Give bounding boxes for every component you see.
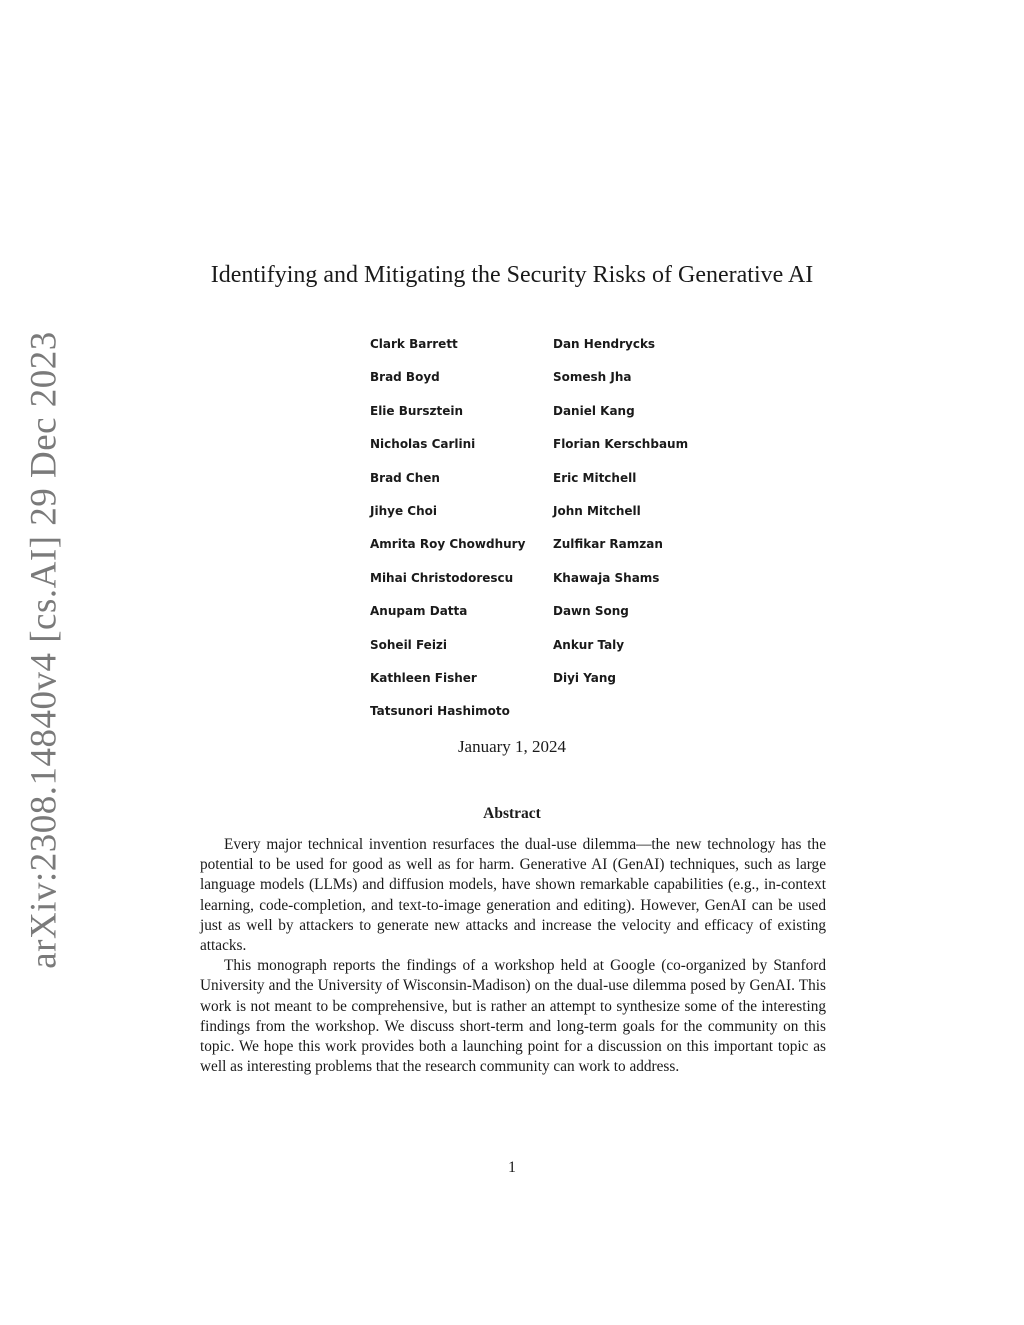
author-name: Diyi Yang [553,670,617,685]
author-name: Mihai Christodorescu [370,570,514,585]
author-name: Dan Hendrycks [553,337,656,351]
author-name: Ankur Taly [553,637,625,652]
author-name: Somesh Jha [553,370,632,385]
abstract-paragraph: This monograph reports the findings of a workshop held at Google (co-organized by Stanford University and the University of Wisconsin-Madison) on the dual-use dilemma posed by GenAI. This work is not meant to be comprehensive, but is rather an attempt to synthesize some of the interesting findings from the workshop. We discuss short-term and long-term goals for the community on this topic. We hope this work provides both a launching point for a discussion on this important topic as well as interesting problems that the research community can work to address. [200,957,826,1076]
publication-date: January 1, 2024 [457,737,567,756]
author-name: Florian Kerschbaum [553,437,689,452]
author-name: Nicholas Carlini [370,437,476,452]
abstract-heading: Abstract [483,805,541,822]
author-name: Elie Bursztein [370,403,464,418]
author-name: Daniel Kang [553,403,635,418]
paper-title: Identifying and Mitigating the Security Risks of Generative AI [210,262,814,288]
author-name: Zulfikar Ramzan [553,537,663,552]
author-column-right [553,337,753,738]
author-name: Soheil Feizi [370,637,448,652]
author-name: Jihye Choi [370,503,437,518]
abstract-body [200,835,826,1077]
author-name: Tatsunori Hashimoto [370,704,510,719]
author-list [370,337,753,738]
author-name: Anupam Datta [370,604,468,619]
author-name: Brad Boyd [370,370,440,385]
author-name: Khawaja Shams [553,570,660,585]
author-name: Eric Mitchell [553,470,637,485]
abstract-paragraph: Every major technical invention resurfaces the dual-use dilemma—the new technology has the potential to be used for good as well as for harm. Generative AI (GenAI) techniques, such as large language models (LLMs) and diffusion models, have shown remarkable capabilities (e.g., in-context learning, code-completion, and text-to-image generation and editing). However, GenAI can be used just as well by attackers to generate new attacks and increase the velocity and efficacy of existing attacks. [200,836,826,955]
author-name: Kathleen Fisher [370,670,477,685]
author-name: Amrita Roy Chowdhury [370,537,526,552]
author-name: Clark Barrett [370,337,458,351]
author-column-left [370,337,553,738]
author-name: Dawn Song [553,604,629,619]
arxiv-identifier: arXiv:2308.14840v4 [cs.AI] 29 Dec 2023 [23,331,65,969]
page-number: 1 [508,1159,516,1176]
author-name: Brad Chen [370,470,440,485]
author-name: John Mitchell [553,503,641,518]
